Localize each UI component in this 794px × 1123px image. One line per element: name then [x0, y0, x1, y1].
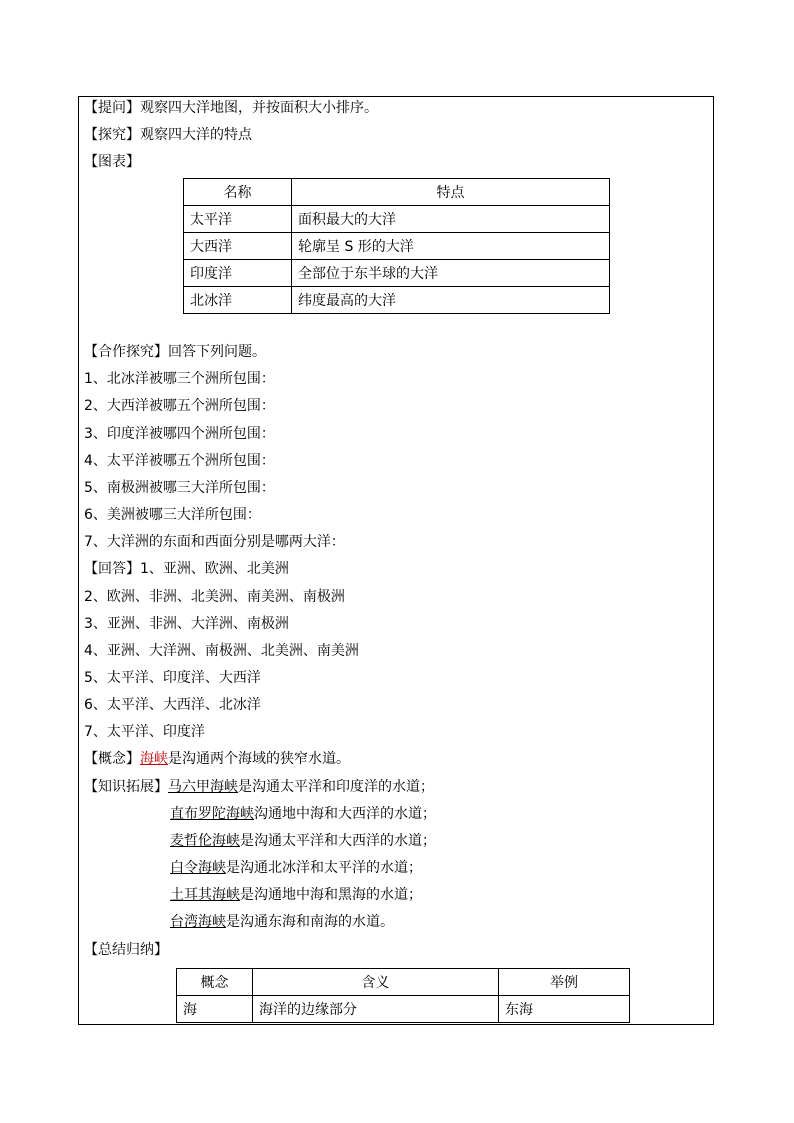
question-item: 2、大西洋被哪五个洲所包围：: [84, 398, 275, 414]
answer-item: 4、亚洲、大洋洲、南极洲、北美洲、南美洲: [84, 643, 359, 659]
oceans-table: [183, 178, 610, 314]
strait-text: 是沟通太平洋和印度洋的水道；: [238, 779, 434, 795]
summary-table: [176, 968, 630, 1023]
strait-name: 直布罗陀海峡: [170, 806, 254, 822]
answer-item: 7、太平洋、印度洋: [84, 724, 205, 740]
table-cell: 纬度最高的大洋: [292, 287, 610, 314]
table-row: [184, 233, 610, 260]
table-header-cell: 名称: [184, 179, 292, 206]
table-cell: 海洋的边缘部分: [253, 996, 499, 1023]
extension-line: [170, 831, 436, 851]
table-cell: 印度洋: [184, 260, 292, 287]
extension-line: [170, 912, 394, 932]
question-line: 【提问】观察四大洋地图，并按面积大小排序。: [84, 100, 378, 116]
concept-term: 海峡: [140, 751, 168, 767]
answer-item: 5、太平洋、印度洋、大西洋: [84, 670, 261, 686]
table-cell: 东海: [499, 996, 630, 1023]
strait-name: 台湾海峡: [170, 914, 226, 930]
question-item: 4、太平洋被哪五个洲所包围：: [84, 453, 275, 469]
table-header-cell: 概念: [177, 969, 253, 996]
table-row: [184, 287, 610, 314]
answer-item: 【回答】1、亚洲、欧洲、北美洲: [84, 561, 289, 577]
cooperation-heading: 【合作探究】回答下列问题。: [84, 344, 266, 360]
strait-name: 土耳其海峡: [170, 887, 240, 903]
table-header-row: [177, 969, 630, 996]
table-cell: 全部位于东半球的大洋: [292, 260, 610, 287]
summary-heading: 【总结归纳】: [84, 942, 168, 958]
strait-text: 沟通地中海和大西洋的水道；: [254, 806, 436, 822]
question-item: 1、北冰洋被哪三个洲所包围：: [84, 371, 275, 387]
answer-item: 2、欧洲、非洲、北美洲、南美洲、南极洲: [84, 589, 345, 605]
explore-line: 【探究】观察四大洋的特点: [84, 127, 252, 143]
concept-prefix: 【概念】: [84, 751, 140, 767]
question-item: 6、美洲被哪三大洋所包围：: [84, 507, 261, 523]
extension-line: [170, 858, 422, 878]
question-item: 3、印度洋被哪四个洲所包围：: [84, 426, 275, 442]
table-header-row: [184, 179, 610, 206]
table-row: [184, 206, 610, 233]
strait-text: 是沟通太平洋和大西洋的水道；: [240, 833, 436, 849]
table-header-cell: 举例: [499, 969, 630, 996]
table-header-cell: 含义: [253, 969, 499, 996]
table-cell: 大西洋: [184, 233, 292, 260]
strait-text: 是沟通北冰洋和太平洋的水道；: [226, 860, 422, 876]
table-cell: 轮廓呈 S 形的大洋: [292, 233, 610, 260]
answer-item: 6、太平洋、大西洋、北冰洋: [84, 697, 261, 713]
chart-label: 【图表】: [84, 154, 140, 170]
table-cell: 面积最大的大洋: [292, 206, 610, 233]
strait-name: 麦哲伦海峡: [170, 833, 240, 849]
extension-prefix: 【知识拓展】: [84, 779, 168, 795]
extension-line: [170, 885, 422, 905]
strait-text: 是沟通地中海和黑海的水道；: [240, 887, 422, 903]
answer-item: 3、亚洲、非洲、大洋洲、南极洲: [84, 616, 289, 632]
concept-line: [84, 749, 350, 769]
strait-name: 马六甲海峡: [168, 779, 238, 795]
question-item: 7、大洋洲的东面和西面分别是哪两大洋：: [84, 534, 345, 550]
table-cell: 北冰洋: [184, 287, 292, 314]
strait-text: 是沟通东海和南海的水道。: [226, 914, 394, 930]
table-row: [184, 260, 610, 287]
table-row: [177, 996, 630, 1023]
extension-line: [170, 804, 436, 824]
table-header-cell: 特点: [292, 179, 610, 206]
question-item: 5、南极洲被哪三大洋所包围：: [84, 480, 275, 496]
table-cell: 海: [177, 996, 253, 1023]
table-cell: 太平洋: [184, 206, 292, 233]
concept-definition: 是沟通两个海域的狭窄水道。: [168, 751, 350, 767]
strait-name: 白令海峡: [170, 860, 226, 876]
extension-line: [84, 777, 434, 797]
